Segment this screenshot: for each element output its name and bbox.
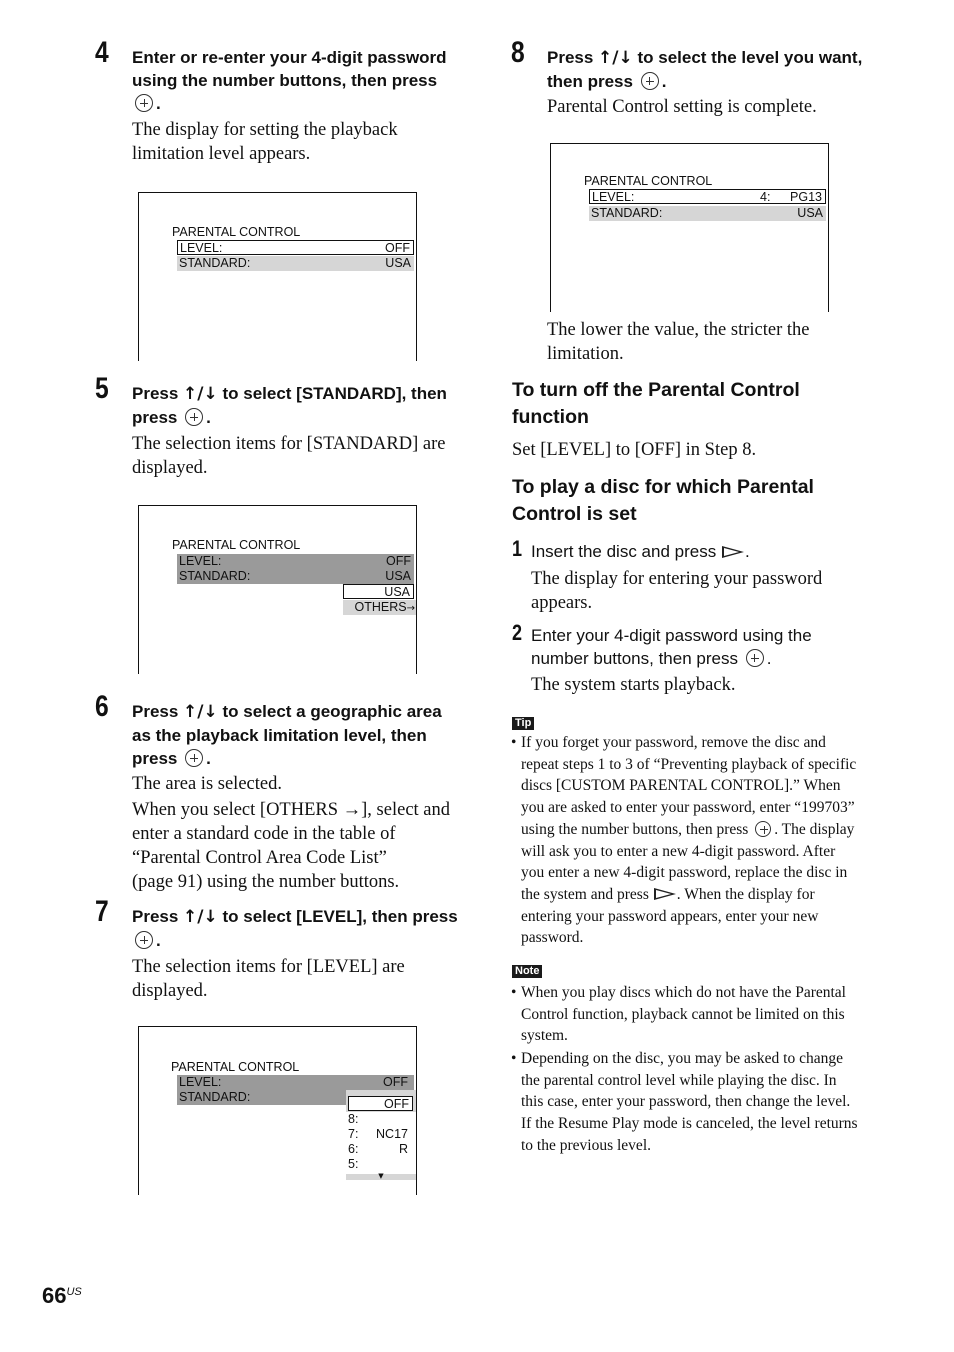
tip-bullet: [511, 732, 891, 949]
bullet-mark: •: [511, 1050, 517, 1067]
osd-value: OFF: [386, 554, 411, 568]
desc-line: “Parental Control Area Code List”: [132, 848, 387, 868]
bullet-mark: •: [511, 984, 517, 1001]
osd-value: OFF: [384, 1097, 409, 1111]
step-description: [132, 432, 445, 480]
enter-button-icon: [755, 821, 771, 837]
page-number-suffix: US: [66, 1286, 82, 1298]
note-line: If the Resume Play mode is canceled, the level returns: [521, 1115, 858, 1133]
tip-text: [521, 732, 891, 949]
step-number: 5: [95, 372, 109, 405]
note-text: [521, 982, 891, 1047]
heading-text: .: [206, 408, 211, 427]
heading-text: to select [LEVEL], then press: [217, 907, 458, 926]
osd-option-off: [348, 1096, 413, 1111]
heading-text: Press: [132, 384, 184, 403]
play-button-icon: [654, 888, 676, 900]
step-heading-end: .: [156, 94, 161, 113]
note-line: When you play discs which do not have the Parental: [521, 984, 846, 1001]
step-description: [132, 772, 450, 894]
note-line: to the previous level.: [521, 1136, 651, 1154]
desc-line: (page 91) using the number buttons.: [132, 872, 400, 892]
tip-line: password.: [521, 929, 584, 947]
osd-row-level: [177, 554, 414, 569]
osd-label: LEVEL:: [592, 190, 635, 204]
desc-line: The selection items for [STANDARD] are: [132, 434, 446, 454]
osd-value: USA: [797, 206, 823, 220]
enter-button-icon: [135, 94, 153, 112]
step-heading: [132, 46, 447, 115]
osd-title: PARENTAL CONTROL: [171, 1060, 300, 1074]
osd-screen-level-select: [138, 1026, 417, 1195]
tip-line: . The display: [774, 820, 855, 838]
page-number-value: 66: [42, 1283, 67, 1308]
scroll-down-icon: ▼: [378, 1172, 384, 1180]
up-down-arrow-icon: ↑/↓: [183, 907, 218, 927]
osd-value: USA: [385, 569, 411, 583]
step-number: 4: [95, 36, 109, 69]
step-number: 8: [511, 36, 525, 69]
heading-text: press: [132, 749, 178, 768]
osd-label: LEVEL:: [179, 1075, 222, 1089]
desc-line: The display for entering your password: [531, 569, 823, 589]
desc-line: The area is selected.: [132, 774, 282, 794]
desc-line: appears.: [531, 593, 593, 613]
up-down-arrow-icon: ↑/↓: [183, 384, 218, 404]
osd-level-number: 6:: [348, 1142, 359, 1156]
osd-row-standard: [177, 569, 414, 584]
step-description: [547, 318, 810, 366]
section-heading-play-disc: [512, 474, 814, 528]
osd-row-standard: [589, 206, 826, 221]
note-line: Depending on the disc, you may be asked to change: [521, 1050, 843, 1067]
enter-button-icon: [185, 408, 203, 426]
note-line: system.: [521, 1027, 568, 1045]
heading-text: .: [206, 749, 211, 768]
osd-row-level: [177, 1075, 414, 1090]
osd-value: OFF: [385, 241, 410, 255]
desc-line: displayed.: [132, 458, 208, 478]
enter-button-icon: [746, 649, 764, 667]
substep-heading: [531, 624, 812, 670]
osd-value: OTHERS: [354, 600, 407, 614]
substep-text: .: [766, 649, 772, 668]
page-number: [42, 1284, 82, 1308]
desc-line: The lower the value, the stricter the: [547, 320, 810, 340]
heading-text: then press: [547, 72, 633, 91]
tip-label: Tip: [512, 717, 534, 730]
section-body: Set [LEVEL] to [OFF] in Step 8.: [512, 440, 757, 460]
heading-text: to select [STANDARD], then: [217, 384, 447, 403]
section-heading-turn-off: [512, 377, 800, 431]
substep-number: 1: [512, 536, 523, 561]
tip-line: using the number buttons, then press: [521, 820, 749, 838]
heading-text: Press: [547, 48, 599, 67]
osd-row-level: [177, 240, 414, 255]
osd-level-list: [346, 1090, 416, 1180]
heading-line: To play a disc for which Parental: [512, 476, 814, 498]
osd-screen-level-off: [138, 192, 417, 361]
osd-value: USA: [384, 585, 410, 599]
enter-button-icon: [641, 72, 659, 90]
note-bullet: [511, 982, 891, 1047]
substep-text: number buttons, then press: [531, 649, 738, 668]
osd-level-item: [346, 1127, 416, 1142]
osd-row-standard: [177, 1090, 347, 1105]
osd-level-number: 5:: [348, 1157, 359, 1171]
tip-line: If you forget your password, remove the disc and: [521, 734, 826, 751]
substep-description: The system starts playback.: [531, 675, 736, 695]
substep-number: 2: [512, 620, 523, 645]
osd-level-items: [346, 1112, 416, 1174]
osd-row-standard: [177, 256, 414, 271]
heading-text: to select the level you want,: [632, 48, 863, 67]
osd-level-number: 4:: [760, 190, 771, 204]
heading-text: as the playback limitation level, then: [132, 726, 427, 745]
tip-line: entering your password appears, enter your new: [521, 907, 819, 925]
osd-label: STANDARD:: [591, 206, 663, 220]
substep-text: Insert the disc and press: [531, 542, 717, 561]
heading-text: to select a geographic area: [217, 702, 442, 721]
osd-title: PARENTAL CONTROL: [172, 538, 301, 552]
tip-line: will ask you to enter a new 4-digit password. After: [521, 842, 836, 860]
osd-option-others: [343, 600, 416, 615]
osd-label: STANDARD:: [179, 256, 251, 270]
osd-label: LEVEL:: [180, 241, 223, 255]
step-heading-line: Enter or re-enter your 4-digit password: [132, 48, 447, 67]
step-heading: [132, 382, 447, 429]
enter-button-icon: [135, 931, 153, 949]
tip-line: you enter a new 4-digit password, replace the disc in: [521, 864, 848, 882]
step-description: [132, 955, 405, 1003]
heading-line: function: [512, 406, 589, 428]
tip-line: you are asked to enter your password, enter “199703”: [521, 799, 855, 817]
desc-line: displayed.: [132, 981, 208, 1001]
step-heading: [132, 700, 442, 770]
osd-label: LEVEL:: [179, 554, 222, 568]
desc-line: The selection items for [LEVEL] are: [132, 957, 405, 977]
desc-line: The display for setting the playback: [132, 120, 398, 140]
heading-text: press: [132, 408, 178, 427]
step-description: Parental Control setting is complete.: [547, 97, 817, 117]
osd-screen-standard-select: [138, 505, 417, 674]
heading-text: .: [661, 72, 667, 91]
osd-value: PG13: [790, 190, 822, 204]
heading-text: Press: [132, 907, 184, 926]
osd-level-item: [346, 1142, 416, 1157]
note-line: Control function, playback cannot be limited on this: [521, 1005, 845, 1023]
note-line: the parental control level while playing the disc. In: [521, 1071, 837, 1089]
note-label: Note: [512, 965, 542, 978]
desc-line: When you select [OTHERS →], select and: [132, 800, 451, 820]
tip-line: the system and press: [521, 885, 649, 903]
osd-label: STANDARD:: [179, 1090, 251, 1104]
desc-line: limitation level appears.: [132, 144, 311, 164]
osd-level-rating: NC17: [376, 1127, 408, 1141]
osd-label: STANDARD:: [179, 569, 251, 583]
substep-description: [531, 567, 822, 615]
step-heading: [132, 905, 458, 952]
note-bullet: [511, 1048, 891, 1157]
heading-text: Press: [132, 702, 184, 721]
step-number: 6: [95, 690, 109, 723]
substep-heading: [531, 540, 750, 563]
osd-option-usa: [343, 584, 414, 599]
heading-line: Control is set: [512, 503, 637, 525]
osd-level-rating: R: [398, 1142, 408, 1156]
osd-level-number: 7:: [348, 1127, 359, 1141]
osd-value: USA: [385, 256, 411, 270]
step-description: [132, 118, 398, 166]
osd-level-item: [346, 1157, 416, 1172]
desc-line: limitation.: [547, 344, 624, 364]
substep-text: .: [744, 542, 750, 561]
heading-text: .: [156, 931, 161, 950]
substep-text: Enter your 4-digit password using the: [531, 626, 812, 645]
note-line: this case, enter your password, then change the level.: [521, 1093, 851, 1111]
osd-title: PARENTAL CONTROL: [172, 225, 301, 239]
right-arrow-icon: →: [406, 603, 415, 614]
osd-row-level: [589, 189, 826, 204]
play-button-icon: [722, 546, 744, 558]
up-down-arrow-icon: ↑/↓: [598, 48, 633, 68]
step-heading-line: using the number buttons, then press: [132, 71, 438, 90]
osd-level-item: [346, 1112, 416, 1127]
osd-title: PARENTAL CONTROL: [584, 174, 713, 188]
step-number: 7: [95, 895, 109, 928]
osd-level-number: 8:: [348, 1112, 359, 1126]
osd-screen-level-set: [550, 143, 829, 312]
tip-line: repeat steps 1 to 3 of “Preventing playback of specific: [521, 755, 857, 773]
tip-line: discs [CUSTOM PARENTAL CONTROL].” When: [521, 777, 841, 795]
tip-line: . When the display for: [676, 885, 815, 903]
bullet-mark: •: [511, 734, 517, 751]
osd-value: OFF: [383, 1075, 408, 1089]
heading-line: To turn off the Parental Control: [512, 379, 800, 401]
desc-line: enter a standard code in the table of: [132, 824, 396, 844]
step-heading: [547, 46, 862, 93]
enter-button-icon: [185, 749, 203, 767]
up-down-arrow-icon: ↑/↓: [183, 702, 218, 722]
note-text: [521, 1048, 891, 1157]
